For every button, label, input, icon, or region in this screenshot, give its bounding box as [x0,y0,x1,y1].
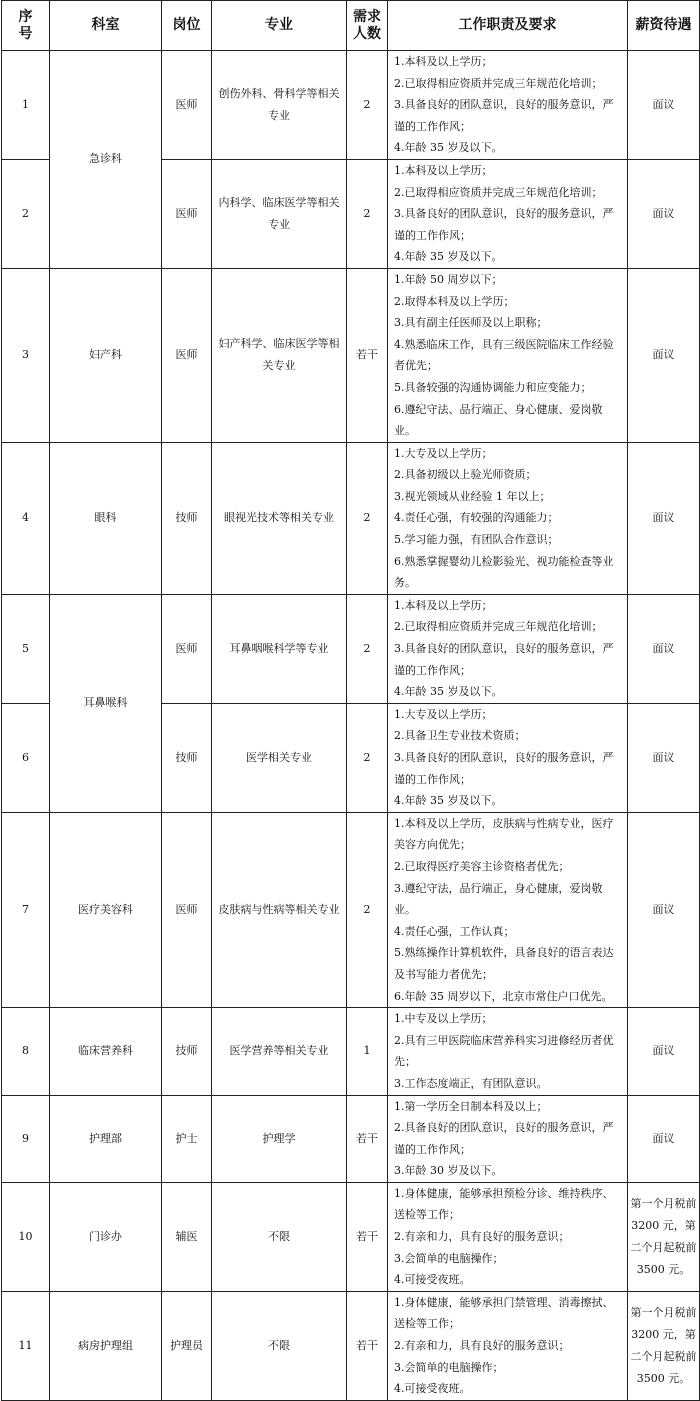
cell-requirements [388,812,628,1007]
cell-major: 内科学、临床医学等相关专业 [212,159,347,268]
cell-count: 若干 [347,268,388,442]
cell-salary: 面议 [628,703,700,812]
table-row [2,442,700,594]
cell-dept: 急诊科 [50,51,162,269]
requirement-line: 4.熟悉临床工作，具有三级医院临床工作经验者优先； [394,337,614,373]
cell-requirements [388,1291,628,1400]
cell-dept: 门诊办 [50,1182,162,1291]
cell-count: 2 [347,51,388,160]
requirement-line: 2.有亲和力，具有良好的服务意识； [394,1339,570,1353]
requirement-line: 1.本科及以上学历； [394,598,493,612]
cell-num: 4 [2,442,50,594]
requirement-line: 3.具备良好的团队意识，良好的服务意识，严谨的工作作风； [394,207,614,242]
requirement-line: 2.已取得相应资质并完成三年规范化培训； [394,185,603,199]
header-requirements: 工作职责及要求 [388,1,628,51]
cell-position: 医师 [162,268,212,442]
cell-salary: 面议 [628,159,700,268]
header-num-line2: 号 [18,25,33,42]
requirement-line: 1.第一学历全日制本科及以上； [394,1099,548,1113]
cell-requirements [388,1008,628,1095]
cell-num: 11 [2,1291,50,1400]
cell-dept: 妇产科 [50,268,162,442]
cell-count: 2 [347,159,388,268]
cell-num: 7 [2,812,50,1007]
cell-salary: 面议 [628,594,700,703]
cell-major: 耳鼻咽喉科学等专业 [212,594,347,703]
cell-major: 妇产科学、临床医学等相关专业 [212,268,347,442]
requirement-line: 1.中专及以上学历； [394,1012,493,1026]
requirement-line: 4.可接受夜班。 [394,1273,471,1287]
cell-salary: 面议 [628,812,700,1007]
requirement-line: 2.具备良好的团队意识，良好的服务意识，严谨的工作作风； [394,1121,614,1156]
requirement-line: 1.本科及以上学历，皮肤病与性病专业，医疗美容方向优先； [394,816,614,852]
cell-salary: 面议 [628,268,700,442]
cell-count: 2 [347,812,388,1007]
requirement-line: 1.本科及以上学历； [394,55,493,68]
cell-count: 若干 [347,1182,388,1291]
cell-num: 8 [2,1008,50,1095]
recruitment-table [1,0,700,1401]
requirement-line: 1.身体健康，能够承担预检分诊、维持秩序、送检等工作； [394,1186,614,1222]
header-dept: 科室 [50,1,162,51]
table-body [2,51,700,1401]
requirement-line: 4.责任心强，有较强的沟通能力； [394,511,559,525]
cell-major: 创伤外科、骨科学等相关专业 [212,51,347,160]
cell-major: 眼视光技术等相关专业 [212,442,347,594]
requirement-line: 1.本科及以上学历； [394,163,493,177]
requirement-line: 3.具备良好的团队意识，良好的服务意识，严谨的工作作风； [394,98,614,133]
cell-salary: 第一个月税前 3200 元，第二个月起税前 3500 元。 [628,1182,700,1291]
header-num [2,1,50,51]
cell-dept: 临床营养科 [50,1008,162,1095]
requirement-line: 2.已取得相应资质并完成三年规范化培训； [394,620,603,634]
cell-position: 辅医 [162,1182,212,1291]
cell-position: 医师 [162,812,212,1007]
requirement-line: 4.年龄 35 岁及以下。 [394,141,503,155]
requirement-line: 3.会简单的电脑操作； [394,1360,504,1374]
cell-num: 5 [2,594,50,703]
cell-requirements [388,51,628,160]
requirement-line: 2.已取得相应资质并完成三年规范化培训； [394,76,603,90]
requirement-line: 3.具有副主任医师及以上职称； [394,316,548,330]
table-row [2,594,700,703]
requirement-line: 3.年龄 30 岁及以下。 [394,1164,503,1178]
cell-num: 10 [2,1182,50,1291]
cell-dept: 病房护理组 [50,1291,162,1400]
requirement-line: 5.具备较强的沟通协调能力和应变能力； [394,380,592,394]
header-salary: 薪资待遇 [628,1,700,51]
cell-position: 护士 [162,1095,212,1182]
cell-salary: 面议 [628,51,700,160]
cell-requirements [388,594,628,703]
cell-major: 护理学 [212,1095,347,1182]
cell-position: 技师 [162,442,212,594]
cell-count: 若干 [347,1095,388,1182]
cell-dept: 医疗美容科 [50,812,162,1007]
table-row [2,51,700,160]
table-row [2,1182,700,1291]
cell-position: 医师 [162,159,212,268]
requirement-line: 5.熟练操作计算机软件，具备良好的语言表达及书写能力者优先； [394,946,614,981]
requirement-line: 6.熟悉掌握婴幼儿检影验光、视功能检查等业务。 [394,554,614,590]
requirement-line: 3.遵纪守法，品行端正，身心健康，爱岗敬业。 [394,881,603,917]
cell-requirements [388,1182,628,1291]
header-position: 岗位 [162,1,212,51]
requirement-line: 4.年龄 35 岁及以下。 [394,794,503,808]
requirement-line: 3.具备良好的团队意识，良好的服务意识，严谨的工作作风； [394,642,614,677]
cell-position: 技师 [162,1008,212,1095]
cell-dept: 护理部 [50,1095,162,1182]
requirement-line: 4.年龄 35 岁及以下。 [394,250,503,264]
cell-salary: 面议 [628,442,700,594]
requirement-line: 1.大专及以上学历； [394,446,493,460]
cell-salary: 面议 [628,1095,700,1182]
cell-position: 护理员 [162,1291,212,1400]
requirement-line: 6.年龄 35 周岁以下，北京市常住户口优先。 [394,989,613,1003]
cell-position: 技师 [162,703,212,812]
cell-major: 不限 [212,1291,347,1400]
cell-num: 3 [2,268,50,442]
header-count [347,1,388,51]
cell-num: 6 [2,703,50,812]
table-row [2,1095,700,1182]
cell-position: 医师 [162,51,212,160]
cell-major: 不限 [212,1182,347,1291]
requirement-line: 1.身体健康，能够承担门禁管理、消毒擦拭、送检等工作； [394,1295,614,1331]
cell-salary: 第一个月税前 3200 元，第二个月起税前 3500 元。 [628,1291,700,1400]
requirement-line: 4.年龄 35 岁及以下。 [394,685,503,699]
requirement-line: 5.学习能力强，有团队合作意识； [394,533,559,547]
header-count-line2: 人数 [353,25,381,42]
requirement-line: 3.视光领域从业经验 1 年以上； [394,489,551,503]
cell-position: 医师 [162,594,212,703]
cell-requirements [388,268,628,442]
cell-num: 9 [2,1095,50,1182]
header-count-line1: 需求 [353,8,381,25]
requirement-line: 1.大专及以上学历； [394,707,493,721]
cell-requirements [388,442,628,594]
requirement-line: 4.可接受夜班。 [394,1382,471,1396]
table-row [2,1008,700,1095]
cell-major: 医学营养等相关专业 [212,1008,347,1095]
cell-major: 医学相关专业 [212,703,347,812]
requirement-line: 6.遵纪守法、品行端正、身心健康、爱岗敬业。 [394,402,603,438]
cell-count: 2 [347,442,388,594]
header-num-line1: 序 [18,8,33,25]
table-row [2,268,700,442]
requirement-line: 1.年龄 50 周岁以下； [394,272,503,286]
requirement-line: 2.取得本科及以上学历； [394,294,515,308]
table-row [2,1291,700,1400]
cell-requirements [388,1095,628,1182]
cell-salary: 面议 [628,1008,700,1095]
requirement-line: 2.有亲和力，具有良好的服务意识； [394,1230,570,1244]
cell-requirements [388,159,628,268]
table-row [2,812,700,1007]
requirement-line: 3.工作态度端正，有团队意识。 [394,1076,548,1090]
cell-count: 若干 [347,1291,388,1400]
requirement-line: 3.会简单的电脑操作； [394,1251,504,1265]
cell-count: 2 [347,594,388,703]
header-row [2,1,700,51]
cell-num: 1 [2,51,50,160]
requirement-line: 4.责任心强，工作认真； [394,924,515,938]
header-major: 专业 [212,1,347,51]
requirement-line: 2.具备初级以上验光师资质； [394,468,537,482]
cell-num: 2 [2,159,50,268]
cell-dept: 耳鼻喉科 [50,594,162,812]
cell-requirements [388,703,628,812]
requirement-line: 2.具备卫生专业技术资质； [394,729,526,743]
cell-major: 皮肤病与性病等相关专业 [212,812,347,1007]
cell-count: 1 [347,1008,388,1095]
requirement-line: 3.具备良好的团队意识，良好的服务意识，严谨的工作作风； [394,751,614,786]
requirement-line: 2.已取得医疗美容主诊资格者优先； [394,859,570,873]
cell-count: 2 [347,703,388,812]
cell-dept: 眼科 [50,442,162,594]
requirement-line: 2.具有三甲医院临床营养科实习进修经历者优先； [394,1033,614,1069]
